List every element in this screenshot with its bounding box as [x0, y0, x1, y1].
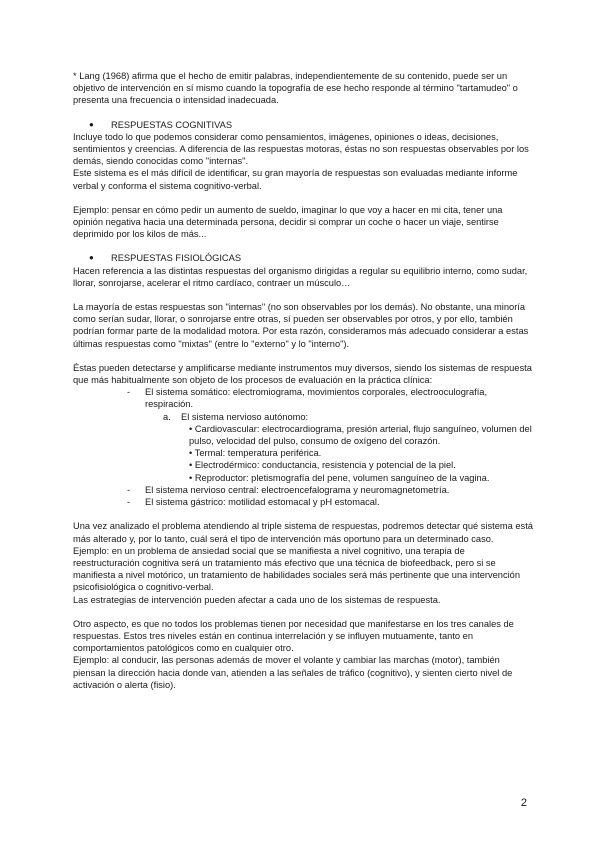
physiological-definition: Hacen referencia a las distintas respuestas del organismo dirigidas a regular su equilibrio interno, como sudar, llorar, sonrojarse, acelerar el ritmo cardíaco, contraer un músculo… — [73, 265, 528, 288]
subitem-electrodermic: • Electrodérmico: conductancia, resistencia y potencial de la piel. — [189, 460, 456, 471]
lang-paragraph: * Lang (1968) afirma que el hecho de emitir palabras, independientemente de su contenido, puede ser un objetivo de intervención en sí mismo cuando la topografía de ese hecho responde al término "tartamudeo" o presenta una frecuencia o intensidad inadecuada. — [73, 71, 518, 106]
list-item-gastric: - El sistema gástrico: motilidad estomacal y pH estomacal. — [127, 497, 380, 508]
strategies-paragraph: Las estrategias de intervención pueden afectar a cada uno de los sistemas de respuesta. — [73, 594, 441, 605]
subitem-cardiovascular: • Cardiovascular: electrocardiograma, presión arterial, flujo sanguíneo, volumen del pulso, velocidad del pulso, consumo de oxígeno del corazón. — [189, 423, 532, 447]
page-number: 2 — [520, 797, 527, 809]
heading-physiological-text: RESPUESTAS FISIOLÓGICAS — [111, 253, 242, 264]
heading-cognitive-text: RESPUESTAS COGNITIVAS — [111, 119, 233, 130]
driving-example: Ejemplo: al conducir, las personas además de mover el volante y cambiar las marchas (motor), también piensan la dirección hacia donde van, atienden a las señales de tráfico (cognitivo), y sienten cierto nivel de activación o alerta (fisio). — [73, 655, 513, 690]
cognitive-definition: Incluye todo lo que podemos considerar como pensamientos, imágenes, opiniones o ideas, decisiones, sentimientos y creencias. A diferencia de las respuestas motoras, éstas no son respuestas observables por los demás, siendo conocidas como "internas". — [73, 131, 529, 167]
autonomic-subitems — [73, 423, 533, 484]
systems-list-continued — [73, 484, 533, 508]
analysis-paragraph: Una vez analizado el problema atendiendo al triple sistema de respuestas, podremos detectar qué sistema está más alterado y, por lo tanto, cuál será el tipo de intervención más oportuno para un determinado caso. — [73, 521, 533, 544]
systems-list — [73, 386, 533, 410]
list-item-central: - El sistema nervioso central: electroencefalograma y neuromagnetometría. — [127, 484, 450, 495]
bullet-icon: ● — [89, 119, 94, 129]
heading-cognitive — [89, 119, 533, 131]
physiological-detection: Éstas pueden detectarse y amplificarse mediante instrumentos muy diversos, siendo los sistemas de respuesta que más habitualmente son objeto de los procesos de evaluación en la práctica clínica: — [73, 362, 532, 386]
list-item-autonomic: a. El sistema nervioso autónomo: — [163, 411, 309, 422]
subitem-termal: • Termal: temperatura periférica. — [189, 448, 322, 459]
cognitive-example: Ejemplo: pensar en cómo pedir un aumento de sueldo, imaginar lo que voy a hacer en mi cita, tener una opinión negativa hacia una determinada persona, decidir si comprar un coche o hacer un viaje, sentirse deprimido por los kilos de más... — [73, 204, 503, 240]
channels-paragraph: Otro aspecto, es que no todos los problemas tienen por necesidad que manifestarse en los tres canales de respuestas. Estos tres niveles están en continua interrelación y se influyen mutuamente, tanto en comportamientos patológicos como en cualquier otro. — [73, 618, 514, 654]
physiological-internal: La mayoría de estas respuestas son "internas" (no son observables por los demás). No obstante, una minoría como serían sudar, llorar, o sonrojarse entre otras, sí pueden ser observables por otros, y por ello, también podrían formar parte de la modalidad motora. Por esta razón, consideramos más adecuado considerar a estas últimas respuestas como "mixtas" (entre lo "externo" y lo "interno"). — [73, 302, 529, 349]
list-item-somatic: - El sistema somático: electromiograma, movimientos corporales, electrooculografía, respiración. — [127, 387, 488, 410]
subitem-reproductive: • Reproductor: pletismografía del pene, volumen sanguíneo de la vagina. — [189, 472, 490, 483]
social-anxiety-example: Ejemplo: en un problema de ansiedad social que se manifiesta a nivel cognitivo, una terapia de reestructuración cognitiva será un tratamiento más efectivo que una técnica de biofeedback, pero si se manifiesta a nivel motórico, un tratamiento de habilidades sociales será más pertinente que una intervención psicofisiológica o cognitivo-verbal. — [73, 545, 521, 593]
heading-physiological — [89, 252, 533, 264]
page-content — [73, 70, 533, 691]
cognitive-identification: Este sistema es el más difícil de identificar, su gran mayoría de respuestas son evaluadas mediante informe verbal y conforma el sistema cognitivo-verbal. — [73, 168, 518, 191]
bullet-icon: ● — [89, 253, 94, 263]
